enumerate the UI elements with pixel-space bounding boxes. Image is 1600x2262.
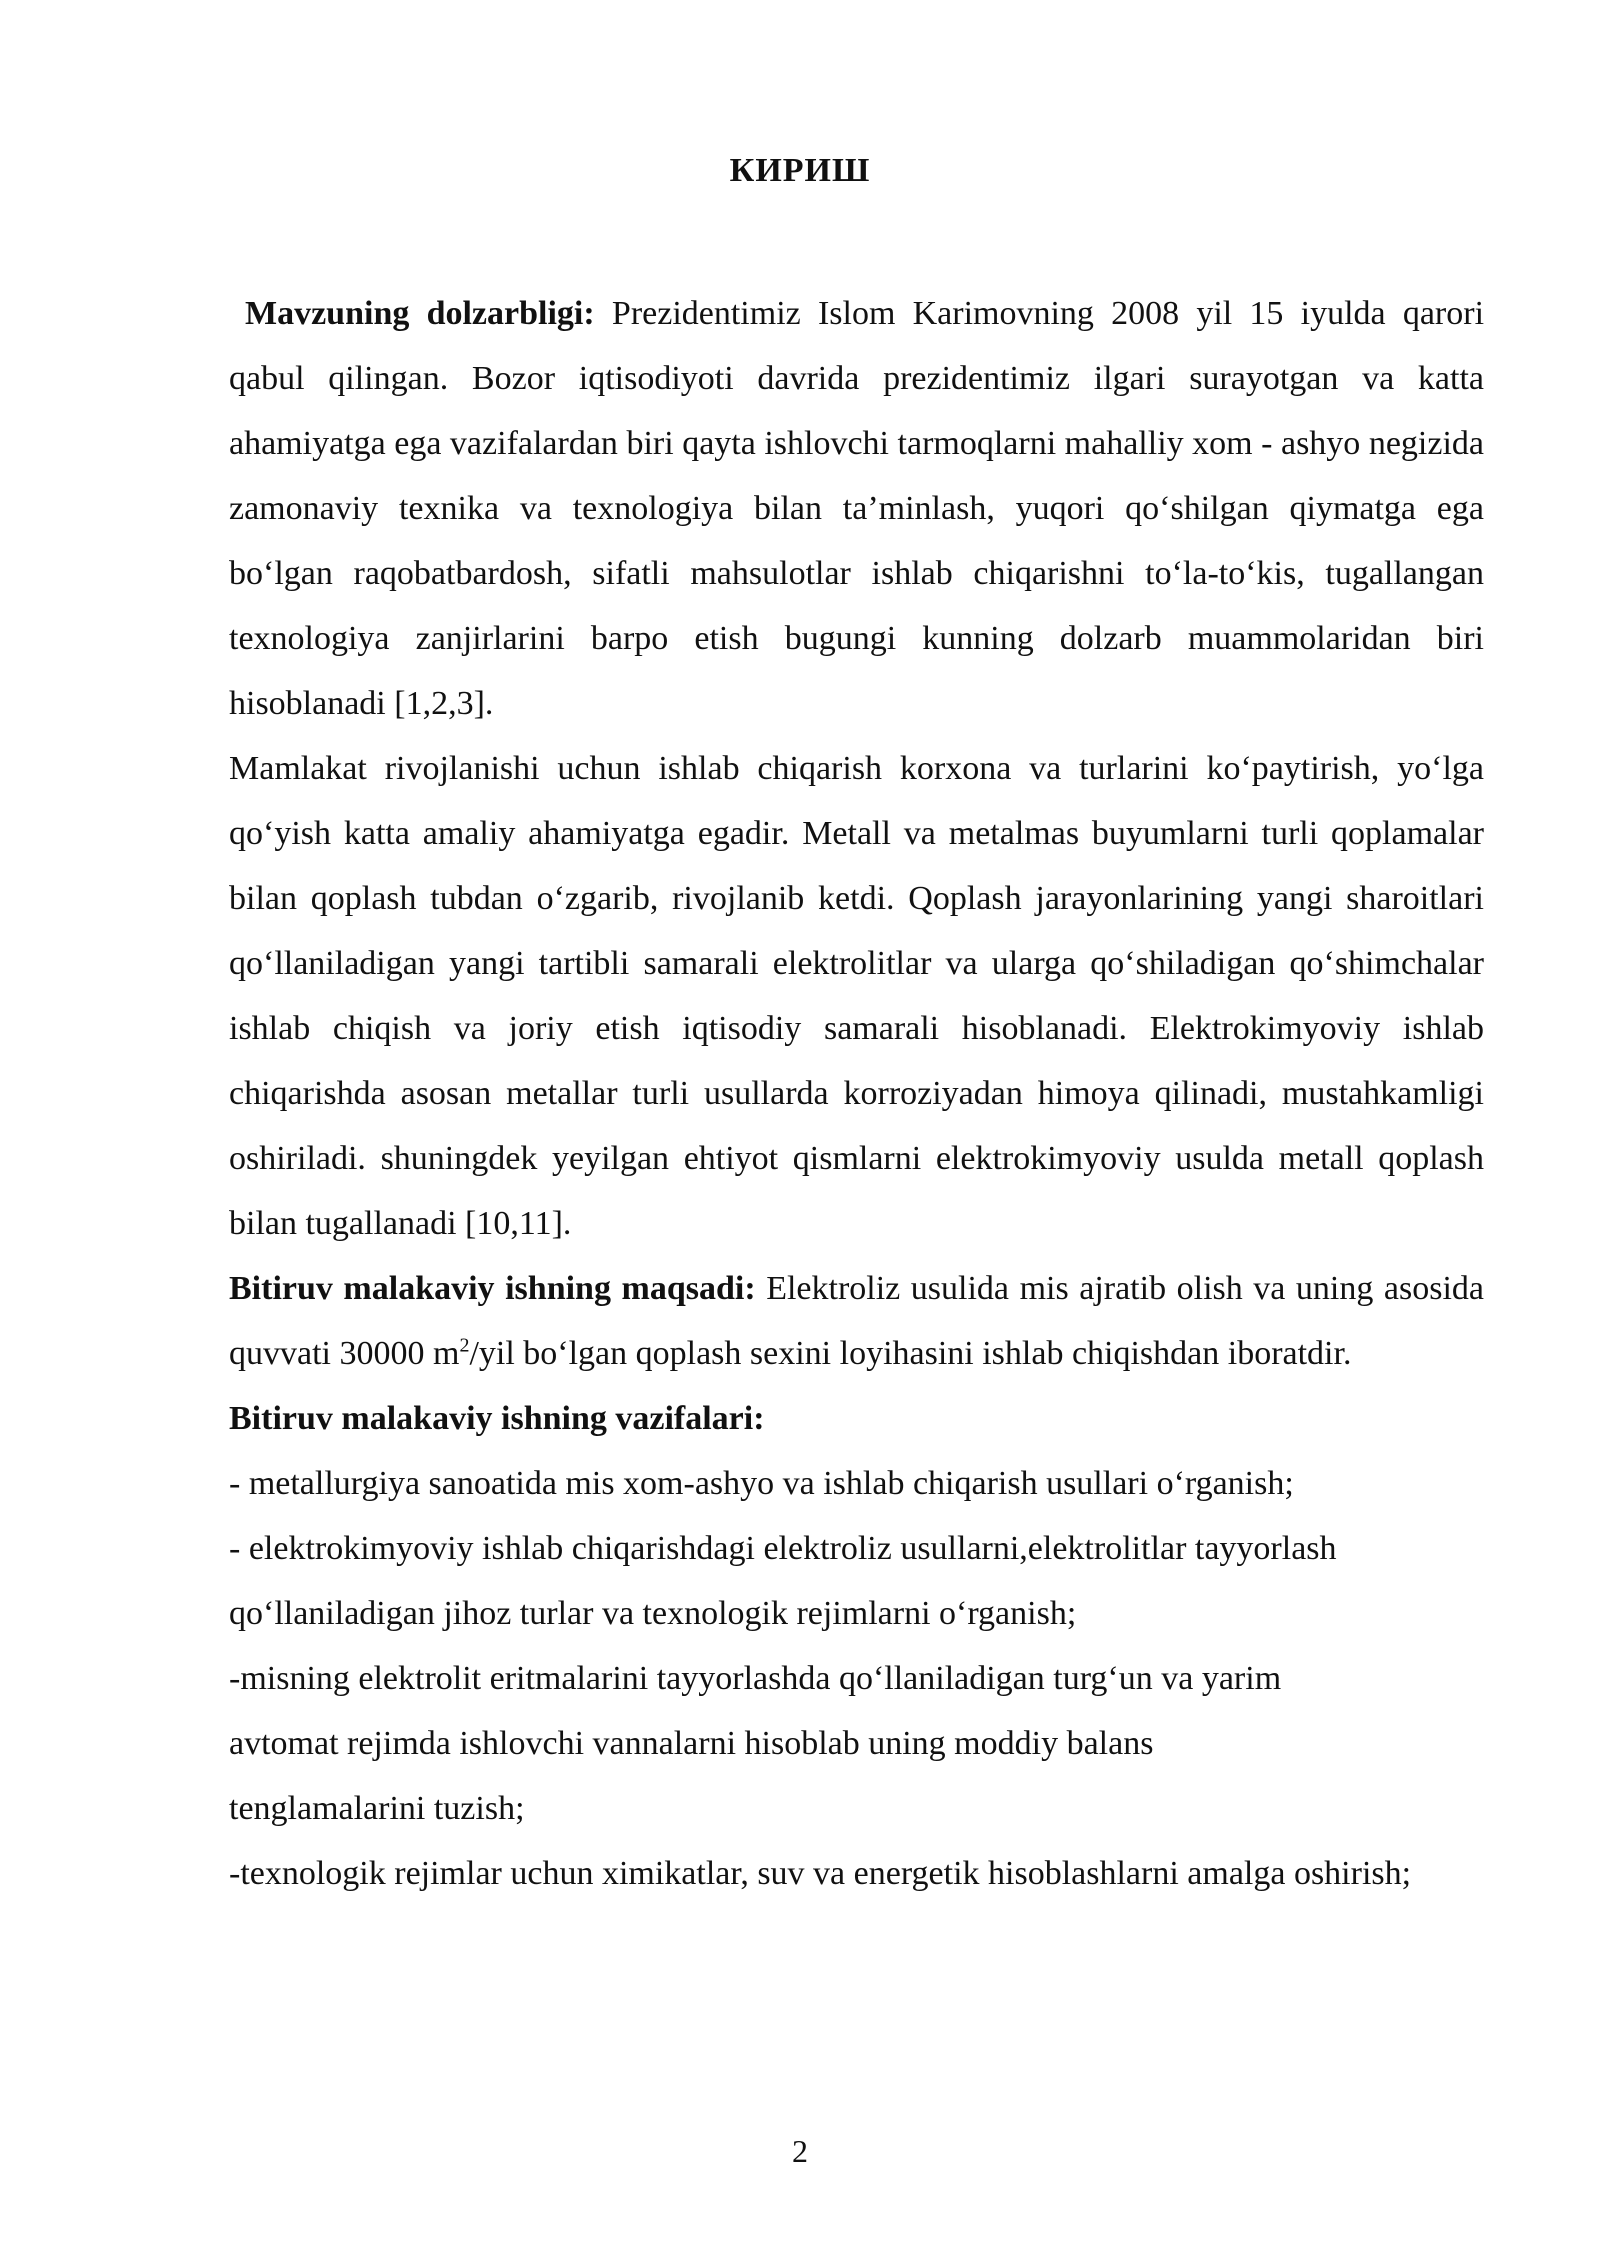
paragraph-label: Bitiruv malakaviy ishning maqsadi:: [229, 1270, 756, 1307]
document-body: [229, 281, 1484, 1906]
paragraph-text: /yil bo‘lgan qoplash sexini loyihasini ishlab chiqishdan iboratdir.: [469, 1335, 1352, 1372]
paragraph-tasks-heading: [229, 1386, 1484, 1451]
paragraph-goal: [229, 1256, 1484, 1386]
paragraph-relevance: [229, 281, 1484, 736]
paragraph-label: Bitiruv malakaviy ishning vazifalari:: [229, 1400, 765, 1437]
task-line: -texnologik rejimlar uchun ximikatlar, suv va energetik hisoblashlarni amalga oshirish;: [229, 1855, 1412, 1892]
task-line: avtomat rejimda ishlovchi vannalarni hisoblab uning moddiy balans: [229, 1725, 1154, 1762]
paragraph-development: [229, 736, 1484, 1256]
paragraph-text: Mamlakat rivojlanishi uchun ishlab chiqarish korxona va turlarini ko‘paytirish, yo‘lga qo‘yish katta amaliy ahamiyatga egadir. Metall va metalmas buyumlarni turli qoplamalar bilan qoplash tubdan o‘zgarib, rivojlanib ketdi. Qoplash jarayonlarining yangi sharoitlari qo‘llaniladigan yangi tartibli samarali elektrolitlar va ularga qo‘shiladigan qo‘shimchalar ishlab chiqish va joriy etish iqtisodiy samarali hisoblanadi. Elektrokimyoviy ishlab chiqarishda asosan metallar turli usullarda korroziyadan himoya qilinadi, mustahkamligi oshiriladi. shuningdek yeyilgan ehtiyot qismlarni elektrokimyoviy usulda metall qoplash bilan tugallanadi [10,11].: [229, 750, 1484, 1242]
task-line: tenglamalarini tuzish;: [229, 1790, 525, 1827]
page-number: 2: [792, 2133, 808, 2169]
paragraph-text: Elektroliz usulida mis ajratib olish va uning asosida quvvati 30000 m: [229, 1270, 1485, 1372]
task-line: - metallurgiya sanoatida mis xom-ashyo va ishlab chiqarish usullari o‘rganish;: [229, 1465, 1294, 1502]
task-line: -misning elektrolit eritmalarini tayyorlashda qo‘llaniladigan turg‘un va yarim: [229, 1660, 1282, 1697]
paragraph-label: Mavzuning dolzarbligi:: [245, 295, 595, 332]
page-title: КИРИШ: [729, 152, 871, 189]
task-line: qo‘llaniladigan jihoz turlar va texnologik rejimlarni o‘rganish;: [229, 1595, 1077, 1632]
paragraph-text: Prezidentimiz Islom Karimovning 2008 yil 15 iyulda qarori qabul qilingan. Bozor iqtisodiyoti davrida prezidentimiz ilgari surayotgan va katta ahamiyatga ega vazifalardan biri qayta ishlovchi tarmoqlarni mahalliy xom - ashyo negizida zamonaviy texnika va texnologiya bilan ta’minlash, yuqori qo‘shilgan qiymatga ega bo‘lgan raqobatbardosh, sifatli mahsulotlar ishlab chiqarishni to‘la-to‘kis, tugallangan texnologiya zanjirlarini barpo etish bugungi kunning dolzarb muammolaridan biri hisoblanadi [1,2,3].: [229, 295, 1485, 722]
superscript: 2: [459, 1334, 470, 1357]
task-line: - elektrokimyoviy ishlab chiqarishdagi elektroliz usullarni,elektrolitlar tayyorlash: [229, 1530, 1337, 1567]
